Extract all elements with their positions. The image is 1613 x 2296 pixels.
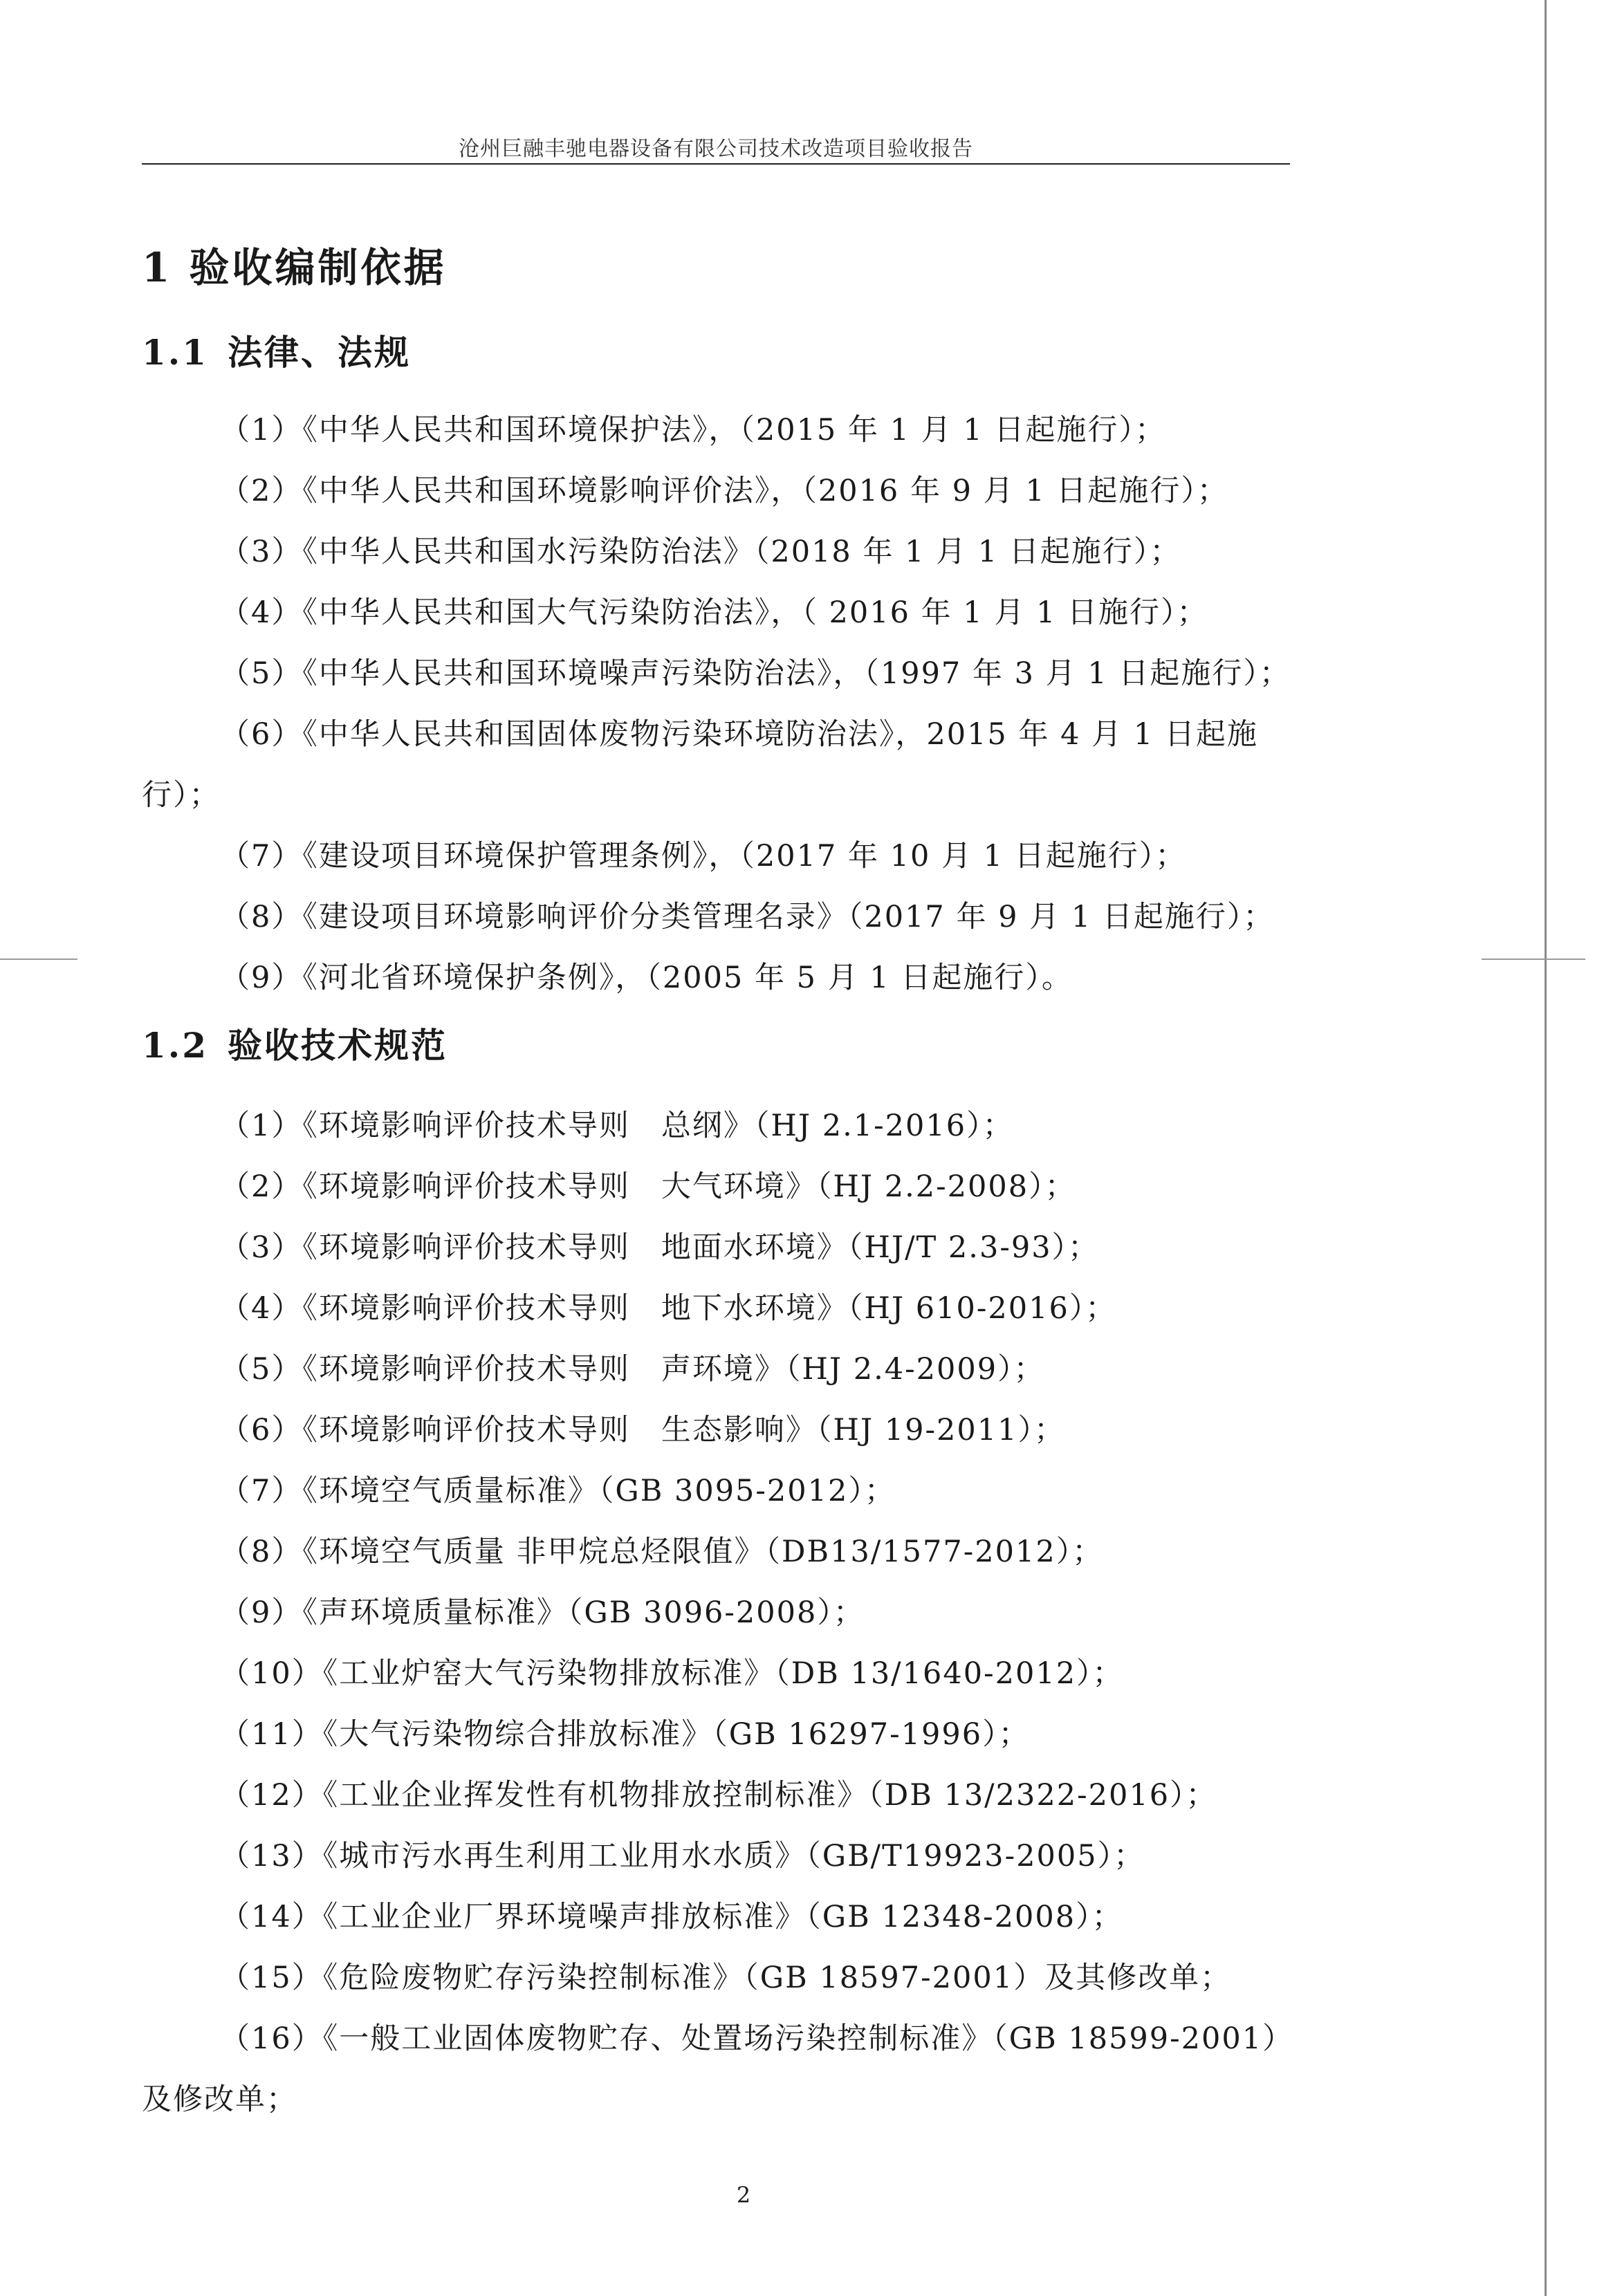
standard-item-14: （14）《工业企业厂界环境噪声排放标准》（GB 12348-2008）； xyxy=(220,1900,1123,1934)
standard-item-6: （6）《环境影响评价技术导则 生态影响》（HJ 19-2011）； xyxy=(220,1413,1065,1447)
standard-item-16: （16）《一般工业固体废物贮存、处置场污染控制标准》（GB 18599-2001） xyxy=(220,2021,1294,2056)
standard-item-15: （15）《危险废物贮存污染控制标准》（GB 18597-2001）及其修改单； xyxy=(220,1961,1232,1995)
law-item-8: （8）《建设项目环境影响评价分类管理名录》（2017 年 9 月 1 日起施行）； xyxy=(220,900,1275,934)
law-item-4: （4）《中华人民共和国大气污染防治法》，（ 2016 年 1 月 1 日施行）； xyxy=(220,595,1208,630)
section-1-1-title: 法律、法规 xyxy=(228,332,411,373)
law-item-6: （6）《中华人民共和国固体废物污染环境防治法》，2015 年 4 月 1 日起施 xyxy=(220,717,1258,752)
standard-item-9: （9）《声环境质量标准》（GB 3096-2008）； xyxy=(220,1595,865,1630)
section-1-1-heading xyxy=(142,325,411,375)
standard-item-10: （10）《工业炉窑大气污染物排放标准》（DB 13/1640-2012）； xyxy=(220,1656,1124,1691)
standard-item-1: （1）《环境影响评价技术导则 总纲》（HJ 2.1-2016）； xyxy=(220,1109,1014,1143)
section-1-1-number: 1.1 xyxy=(142,332,208,373)
law-item-5: （5）《中华人民共和国环境噪声污染防治法》，（1997 年 3 月 1 日起施行）； xyxy=(220,656,1291,691)
section-1-2-number: 1.2 xyxy=(142,1025,208,1066)
standard-item-13: （13）《城市污水再生利用工业用水水质》（GB/T19923-2005）； xyxy=(220,1839,1145,1873)
standard-item-5: （5）《环境影响评价技术导则 声环境》（HJ 2.4-2009）； xyxy=(220,1352,1045,1387)
standard-item-16-continued: 及修改单； xyxy=(142,2082,297,2117)
standard-item-8: （8）《环境空气质量 非甲烷总烃限值》（DB13/1577-2012）； xyxy=(220,1535,1104,1569)
law-item-2: （2）《中华人民共和国环境影响评价法》，（2016 年 9 月 1 日起施行）； xyxy=(220,474,1228,508)
law-item-7: （7）《建设项目环境保护管理条例》，（2017 年 10 月 1 日起施行）； xyxy=(220,839,1187,873)
section-1-2-heading xyxy=(142,1018,448,1068)
section-1-title: 1 验收编制依据 xyxy=(142,244,447,291)
law-item-9: （9）《河北省环境保护条例》，（2005 年 5 月 1 日起施行）。 xyxy=(220,961,1073,995)
header-rule xyxy=(142,163,1290,165)
scan-mark-left xyxy=(0,959,77,960)
standard-item-7: （7）《环境空气质量标准》（GB 3095-2012）； xyxy=(220,1474,896,1508)
standard-item-12: （12）《工业企业挥发性有机物排放控制标准》（DB 13/2322-2016）； xyxy=(220,1778,1217,1813)
law-item-1: （1）《中华人民共和国环境保护法》，（2015 年 1 月 1 日起施行）； xyxy=(220,413,1166,447)
section-1-2-title: 验收技术规范 xyxy=(228,1025,448,1066)
law-item-3: （3）《中华人民共和国水污染防治法》（2018 年 1 月 1 日起施行）； xyxy=(220,535,1181,569)
page-number: 2 xyxy=(736,2182,751,2208)
standard-item-3: （3）《环境影响评价技术导则 地面水环境》（HJ/T 2.3-93）； xyxy=(220,1230,1100,1265)
scan-edge-line xyxy=(1545,0,1547,2296)
standard-item-11: （11）《大气污染物综合排放标准》（GB 16297-1996）； xyxy=(220,1717,1030,1752)
law-item-6-continued: 行）； xyxy=(142,778,221,813)
standard-item-4: （4）《环境影响评价技术导则 地下水环境》（HJ 610-2016）； xyxy=(220,1291,1117,1326)
standard-item-2: （2）《环境影响评价技术导则 大气环境》（HJ 2.2-2008）； xyxy=(220,1169,1076,1204)
scan-mark-right xyxy=(1482,959,1585,960)
running-header: 沧州巨融丰驰电器设备有限公司技术改造项目验收报告 xyxy=(459,137,973,161)
